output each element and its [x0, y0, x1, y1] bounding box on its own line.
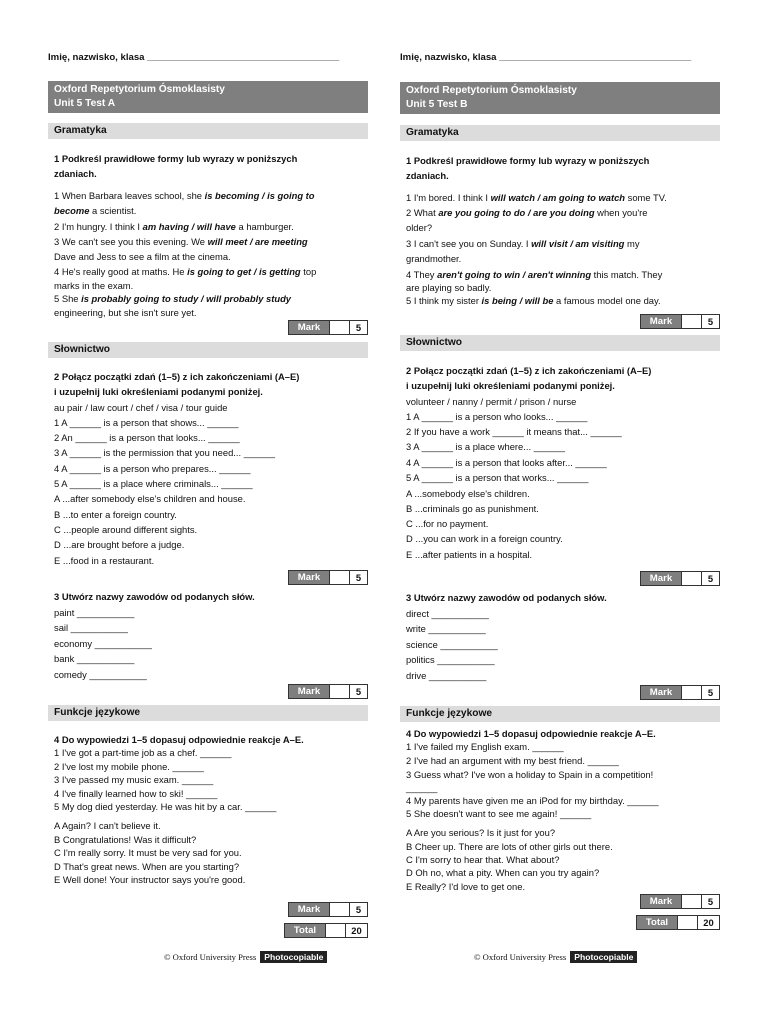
ex2-item: 1 A ______ is a person that shows... ______ [54, 417, 239, 428]
ex2-item: C ...people around different sights. [54, 524, 198, 535]
ex1-item: marks in the exam. [54, 280, 134, 291]
exercise-1-instruction: 1 Podkreśl prawidłowe formy lub wyrazy w poniższych [406, 155, 650, 166]
ex2-item: 1 A ______ is a person who looks... ______ [406, 411, 588, 422]
ex3-item: bank ___________ [54, 653, 135, 664]
test-title-box [400, 82, 720, 114]
total-score-field[interactable] [677, 916, 697, 929]
total-box: Total 20 [636, 915, 720, 930]
ex2-item: A ...after somebody else's children and house. [54, 493, 246, 504]
ex4-item: A Again? I can't believe it. [54, 820, 161, 831]
ex3-item: politics ___________ [406, 654, 495, 665]
ex4-item: A Are you serious? Is it just for you? [406, 827, 556, 838]
exercise-3-instruction: 3 Utwórz nazwy zawodów od podanych słów. [54, 591, 255, 602]
word-bank: volunteer / nanny / permit / prison / nurse [406, 396, 577, 407]
ex1-item: grandmother. [406, 253, 462, 264]
mark-score-field[interactable] [681, 686, 701, 699]
section-language-functions: Funkcje językowe [48, 705, 368, 721]
ex1-item: 4 He's really good at maths. He is going to get / is getting top [54, 266, 317, 277]
ex2-item: E ...food in a restaurant. [54, 555, 155, 566]
ex4-item: 2 I've had an argument with my best friend. ______ [406, 755, 619, 766]
name-class-line: Imię, nazwisko, klasa ____________________________________ [400, 52, 692, 63]
copyright: © Oxford University Press [474, 952, 567, 962]
ex2-item: 2 If you have a work ______ it means that... ______ [406, 426, 622, 437]
copyright: © Oxford University Press [164, 952, 257, 962]
ex4-item: 1 I've failed my English exam. ______ [406, 741, 564, 752]
mark-score-field[interactable] [681, 572, 701, 585]
ex4-item: E Well done! Your instructor says you're good. [54, 874, 246, 885]
exercise-2-instruction-cont: i uzupełnij luki określeniami podanymi poniżej. [54, 386, 263, 397]
ex4-item: C I'm sorry to hear that. What about? [406, 854, 560, 865]
ex4-item: D That's great news. When are you starting? [54, 861, 240, 872]
total-box: Total 20 [284, 923, 368, 938]
mark-score-field[interactable] [681, 315, 701, 328]
ex2-item: A ...somebody else's children. [406, 488, 530, 499]
ex1-item: 2 I'm hungry. I think I am having / will have a hamburger. [54, 221, 294, 232]
footer [164, 952, 327, 962]
ex4-item: D Oh no, what a pity. When can you try again? [406, 867, 600, 878]
ex4-item: ______ [406, 782, 438, 793]
exercise-2-instruction: 2 Połącz początki zdań (1–5) z ich zakończeniami (A–E) [406, 365, 652, 376]
ex1-item: 5 She is probably going to study / will probably study [54, 293, 292, 304]
unit-title: Unit 5 Test B [406, 99, 468, 110]
ex4-item: 3 I've passed my music exam. ______ [54, 774, 214, 785]
mark-score-field[interactable] [329, 685, 349, 698]
exercise-1-instruction-cont: zdaniach. [54, 168, 97, 179]
ex2-item: 3 A ______ is a place where... ______ [406, 441, 565, 452]
exercise-4-instruction: 4 Do wypowiedzi 1–5 dopasuj odpowiednie reakcje A–E. [406, 728, 656, 739]
ex4-item: 4 I've finally learned how to ski! ______ [54, 788, 218, 799]
ex4-item: B Cheer up. There are lots of other girls out there. [406, 841, 613, 852]
exercise-2-instruction-cont: i uzupełnij luki określeniami podanymi poniżej. [406, 380, 615, 391]
section-grammar: Gramatyka [400, 125, 720, 141]
mark-box: Mark 5 [640, 894, 720, 909]
ex1-item: become a scientist. [54, 205, 137, 216]
ex2-item: D ...you can work in a foreign country. [406, 533, 563, 544]
total-score-field[interactable] [325, 924, 345, 937]
mark-box: Mark 5 [640, 314, 720, 329]
ex3-item: science ___________ [406, 639, 498, 650]
mark-score-field[interactable] [329, 571, 349, 584]
ex2-item: 5 A ______ is a place where criminals... ______ [54, 478, 253, 489]
test-b-column [400, 0, 720, 1024]
ex1-item: 1 I'm bored. I think I will watch / am going to watch some TV. [406, 192, 667, 203]
ex4-item: B Congratulations! Was it difficult? [54, 834, 197, 845]
section-vocabulary: Słownictwo [400, 335, 720, 351]
ex1-item: 4 They aren't going to win / aren't winning this match. They [406, 269, 663, 280]
section-grammar: Gramatyka [48, 123, 368, 139]
name-class-line: Imię, nazwisko, klasa ____________________________________ [48, 52, 340, 63]
exercise-2-instruction: 2 Połącz początki zdań (1–5) z ich zakończeniami (A–E) [54, 371, 300, 382]
ex1-item: older? [406, 222, 433, 233]
ex4-item: 1 I've got a part-time job as a chef. ______ [54, 747, 232, 758]
ex1-item: Dave and Jess to see a film at the cinema. [54, 251, 231, 262]
ex3-item: paint ___________ [54, 607, 135, 618]
ex4-item: 4 My parents have given me an iPod for my birthday. ______ [406, 795, 659, 806]
ex2-item: 2 An ______ is a person that looks... ______ [54, 432, 240, 443]
ex2-item: C ...for no payment. [406, 518, 489, 529]
ex1-item: 5 I think my sister is being / will be a famous model one day. [406, 295, 661, 306]
ex3-item: comedy ___________ [54, 669, 147, 680]
photocopiable-badge: Photocopiable [260, 951, 327, 963]
mark-box: Mark 5 [288, 570, 368, 585]
exercise-4-instruction: 4 Do wypowiedzi 1–5 dopasuj odpowiednie reakcje A–E. [54, 734, 304, 745]
test-title-box [48, 81, 368, 113]
ex4-item: 5 My dog died yesterday. He was hit by a car. ______ [54, 801, 277, 812]
word-bank: au pair / law court / chef / visa / tour guide [54, 402, 228, 413]
ex2-item: 3 A ______ is the permission that you need... ______ [54, 447, 275, 458]
ex2-item: 5 A ______ is a person that works... ______ [406, 472, 589, 483]
ex2-item: 4 A ______ is a person who prepares... ______ [54, 463, 251, 474]
mark-box: Mark 5 [640, 685, 720, 700]
ex3-item: sail ___________ [54, 622, 129, 633]
section-vocabulary: Słownictwo [48, 342, 368, 358]
ex1-item: 3 We can't see you this evening. We will meet / are meeting [54, 236, 308, 247]
ex1-item: are playing so badly. [406, 282, 492, 293]
mark-box: Mark 5 [288, 684, 368, 699]
ex1-item: engineering, but she isn't sure yet. [54, 307, 197, 318]
ex2-item: 4 A ______ is a person that looks after... ______ [406, 457, 607, 468]
section-language-functions: Funkcje językowe [400, 706, 720, 722]
ex2-item: B ...criminals go as punishment. [406, 503, 539, 514]
footer [474, 952, 637, 962]
exercise-3-instruction: 3 Utwórz nazwy zawodów od podanych słów. [406, 592, 607, 603]
ex3-item: economy ___________ [54, 638, 152, 649]
ex3-item: drive ___________ [406, 670, 487, 681]
course-title: Oxford Repetytorium Ósmoklasisty [406, 85, 577, 96]
ex2-item: E ...after patients in a hospital. [406, 549, 533, 560]
mark-score-field[interactable] [329, 903, 349, 916]
ex2-item: D ...are brought before a judge. [54, 539, 185, 550]
mark-score-field[interactable] [329, 321, 349, 334]
course-title: Oxford Repetytorium Ósmoklasisty [54, 84, 225, 95]
ex1-item: 1 When Barbara leaves school, she is becoming / is going to [54, 190, 315, 201]
mark-box: Mark 5 [640, 571, 720, 586]
unit-title: Unit 5 Test A [54, 98, 116, 109]
ex4-item: C I'm really sorry. It must be very sad for you. [54, 847, 242, 858]
test-a-column [48, 0, 368, 1024]
photocopiable-badge: Photocopiable [570, 951, 637, 963]
mark-box: Mark 5 [288, 902, 368, 917]
exercise-1-instruction-cont: zdaniach. [406, 170, 449, 181]
ex3-item: direct ___________ [406, 608, 489, 619]
ex4-item: 5 She doesn't want to see me again! ______ [406, 808, 592, 819]
ex2-item: B ...to enter a foreign country. [54, 509, 177, 520]
ex4-item: 3 Guess what? I've won a holiday to Spain in a competition! [406, 769, 654, 780]
mark-score-field[interactable] [681, 895, 701, 908]
ex4-item: E Really? I'd love to get one. [406, 881, 526, 892]
exercise-1-instruction: 1 Podkreśl prawidłowe formy lub wyrazy w poniższych [54, 153, 298, 164]
mark-box: Mark 5 [288, 320, 368, 335]
ex3-item: write ___________ [406, 623, 486, 634]
ex1-item: 3 I can't see you on Sunday. I will visit / am visiting my [406, 238, 640, 249]
ex1-item: 2 What are you going to do / are you doing when you're [406, 207, 648, 218]
ex4-item: 2 I've lost my mobile phone. ______ [54, 761, 204, 772]
